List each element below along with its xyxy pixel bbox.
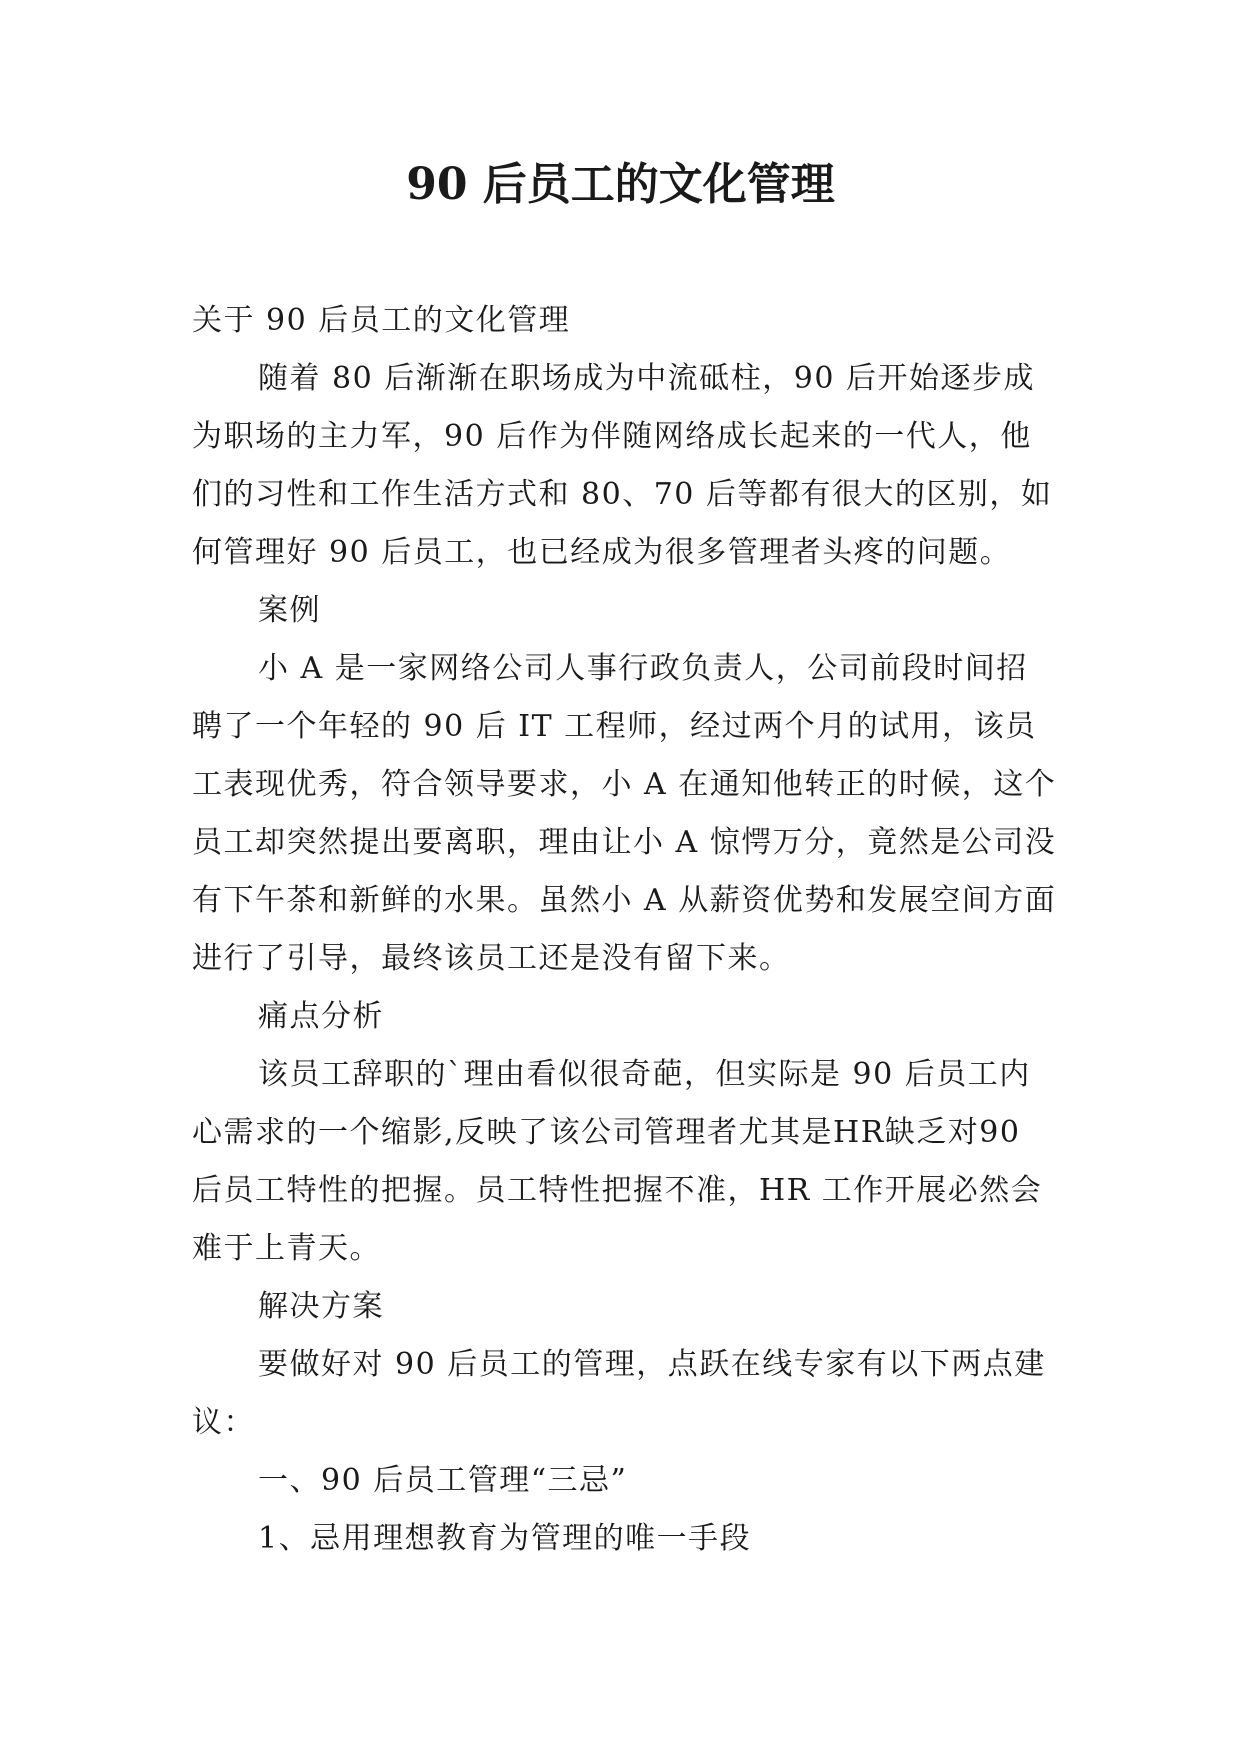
paragraph-analysis: 该员工辞职的`理由看似很奇葩，但实际是 90 后员工内心需求的一个缩影,反映了该公司管理者尤其是HR缺乏对90 后员工特性的把握。员工特性把握不准，HR 工作开展必然会难于上青天。 xyxy=(192,1057,1043,1266)
section-heading-case: 案例 xyxy=(258,593,321,628)
subheading-three-taboos: 一、90 后员工管理“三忌” xyxy=(258,1463,628,1498)
paragraph-background: 随着 80 后渐渐在职场成为中流砥柱，90 后开始逐步成为职场的主力军，90 后作为伴随网络成长起来的一代人，他们的习性和工作生活方式和 80、70 后等都有很大的区别，如何管理好 90 后员工，也已经成为很多管理者头疼的问题。 xyxy=(192,361,1053,570)
document-body xyxy=(192,292,1058,1568)
section-heading-analysis: 痛点分析 xyxy=(258,999,384,1034)
list-item-taboo-1: 1、忌用理想教育为管理的唯一手段 xyxy=(258,1521,752,1556)
paragraph-case: 小 A 是一家网络公司人事行政负责人，公司前段时间招聘了一个年轻的 90 后 IT 工程师，经过两个月的试用，该员工表现优秀，符合领导要求，小 A 在通知他转正的时候，这个员工却突然提出要离职，理由让小 A 惊愕万分，竟然是公司没有下午茶和新鲜的水果。虽然小 A 从薪资优势和发展空间方面进行了引导，最终该员工还是没有留下来。 xyxy=(192,651,1057,976)
document-title: 90 后员工的文化管理 xyxy=(406,159,835,210)
paragraph-solution-intro: 要做好对 90 后员工的管理，点跃在线专家有以下两点建议： xyxy=(192,1347,1046,1440)
section-heading-solution: 解决方案 xyxy=(258,1289,384,1324)
paragraph-intro-heading: 关于 90 后员工的文化管理 xyxy=(192,303,571,338)
